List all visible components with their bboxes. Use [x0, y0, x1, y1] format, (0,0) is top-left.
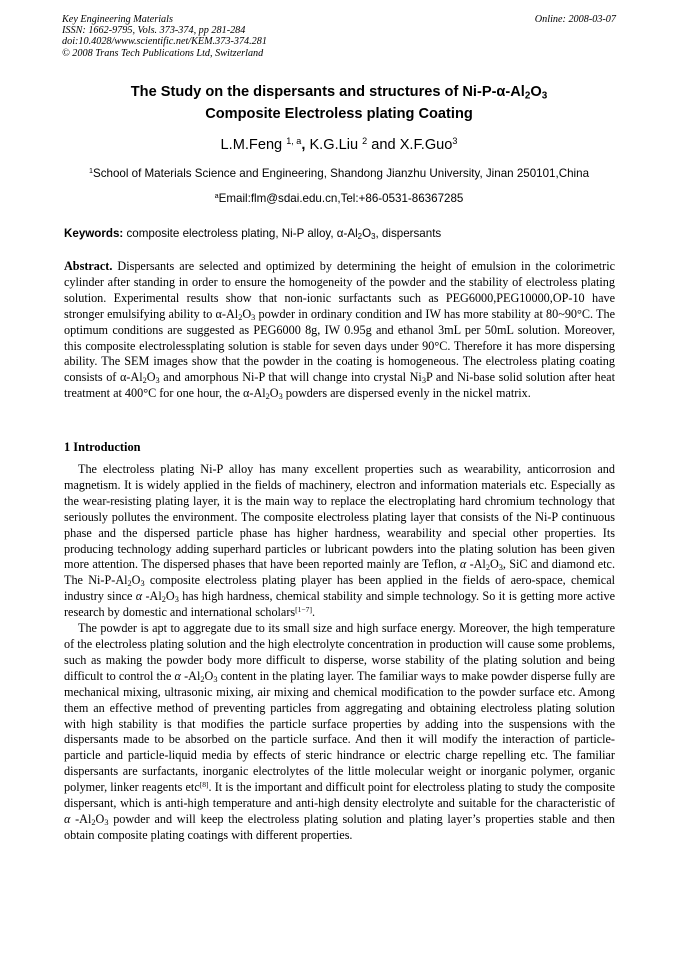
- affiliation: $^1$School of Materials Science and Engineering, Shandong Jianzhu University, Jinan 250101,China: [88, 166, 590, 180]
- journal-info: [62, 14, 267, 59]
- author: L.M.Feng $^{1, a}$: [220, 136, 302, 153]
- title-line-1: The Study on the dispersants and structures of $Ni-P-\alpha-Al_2O_3$: [130, 84, 548, 102]
- issn-line: ISSN: 1662-9795, Vols. 373-374, pp 281-284: [62, 25, 246, 37]
- author: K.G.Liu $^2$: [309, 136, 368, 153]
- copyright-line: © 2008 Trans Tech Publications Ltd, Switzerland: [62, 47, 264, 59]
- online-date: Online: 2008-03-07: [534, 14, 616, 25]
- contact-email: $^a$Email:flm@sdai.edu.cn,Tel:+86-0531-86367285: [214, 191, 464, 205]
- section-heading-introduction: 1 Introduction: [64, 440, 141, 454]
- title-line-2: Composite Electroless plating Coating: [205, 106, 473, 122]
- abstract: Abstract. Dispersants are selected and optimized by determining the height of emulsion in the colorimetric cylinder after standing in order to ensure the homogeneity of the powder and the stability of electroless plating solution. Experimental results show that non-ionic surfactants such as PEG6000,PEG10000,OP-10 have stronger emulsifying ability to $\alpha-Al_2O_3$ powder in ordinary condition and IW has more stability at 80~90°C. The optimum conditions are suggested as PEG6000 8g, IW 0.95g and ethanol 3mL per 50mL solution. Moreover, this composite electrolessplating solution is stable for seven days under 90°C. Therefore it has more dispersing ability. The SEM images show that the powder in the coating is homogeneous. The electroless plating coating consists of $\alpha-Al_2O_3$ and amorphous Ni-P that will change into crystal $Ni_3P$ and Ni-base solid solution after heat treatment at 400°C for one hour, the $\alpha-Al_2O_3$ powders are dispersed evenly in the nickel matrix.: [64, 259, 615, 402]
- paper-title: [40, 81, 638, 125]
- journal-name: Key Engineering Materials: [62, 14, 173, 25]
- citation-link[interactable]: [1−7]: [295, 605, 312, 614]
- paragraph: The electroless plating Ni-P alloy has many excellent properties such as wearability, anticorrosion and magnetism. It is widely applied in the fields of machinery, electron and information materials etc. Especially as the wear-resisting plating layer, it is the main way to replace the electroplating hard chromium technology that seriously pollutes the environment. The composite electroless plating layer that consists of the Ni-P continuous phase and the dispersed particle phase has higher hardness, wearability and special other properties. Its producing technology adding superhard particles or lubricant powders into the plating solution has been given more attention. The dispersed phases that have been reported mainly are Teflon, α $-Al_2O_3$, SiC and diamond etc. The $Ni-P-Al_2O_3$ composite electroless plating player has been applied in the fields of aero-space, chemical industry since α $-Al_2O_3$ has high hardness, chemical stability and simple technology. So it is getting more active research by domestic and international scholars[1−7].: [64, 462, 616, 620]
- citation-link[interactable]: [8]: [199, 779, 209, 789]
- introduction-body: [64, 462, 615, 844]
- keywords-label: Keywords:: [64, 227, 124, 240]
- paragraph: The powder is apt to aggregate due to its small size and high surface energy. Moreover, the high temperature of the electroless plating solution and the high electrolyte concentration in production will cause some problems, such as making the powder body more difficult to disperse, worse stability of the plating solution and being difficult to control the α $-Al_2O_3$ content in the plating layer. The familiar ways to make powder disperse fully are mechanical mixing, ultrasonic mixing, air mixing and chemical modification to the powder surface etc. Among them an effective method of preventing particles from aggregating and obtaining electroless plating solution with high stability is that modifies the particle surface properties by adding into the suspensions with the dispersants made to be absorbed on the particle surface. And then it will modify the interaction of particle-particle and particle-liquid media by effects of steric hindrance or electric charge repelling etc. The familiar dispersants are surfactants, inorganic electrolytes of the little molecular weight or inorganic polymer, organic polymer, linker reagents etc[8]. It is the important and difficult point for electroless plating to study the composite dispersant, which is anti-high temperature and anti-high density electrolyte and suitable for the characteristic of α $-Al_2O_3$ powder and will keep the electroless plating solution and plating layer’s properties stable and then obtain composite plating coatings with different properties.: [64, 621, 615, 842]
- doi-line: doi:10.4028/www.scientific.net/KEM.373-374.281: [62, 36, 267, 48]
- author-list: L.M.Feng $^{1, a}$, K.G.Liu $^2$ and X.F.Guo$^3$: [220, 136, 458, 153]
- email-link[interactable]: Email:flm@sdai.edu.cn,Tel:+86-0531-86367285: [218, 192, 464, 205]
- keywords: Keywords: composite electroless plating, Ni-P alloy, $\alpha-Al_2O_3$, dispersants: [64, 227, 442, 241]
- author: X.F.Guo$^3$: [399, 136, 458, 153]
- abstract-label: Abstract.: [64, 259, 113, 273]
